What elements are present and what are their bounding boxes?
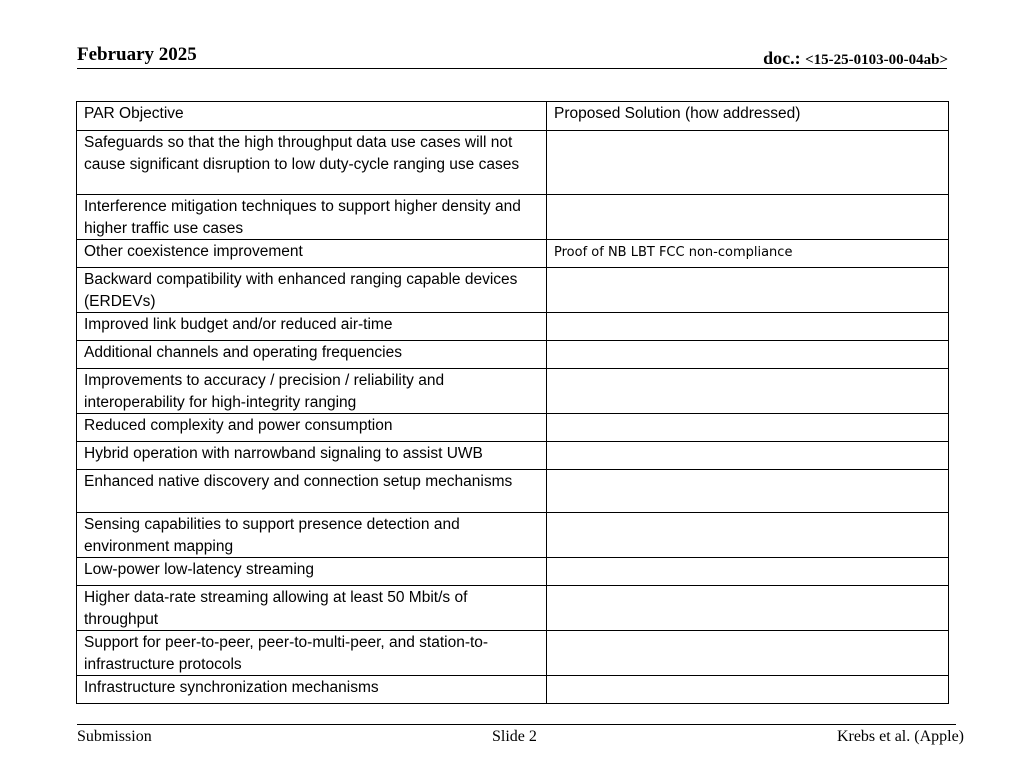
solution-cell (547, 131, 949, 195)
solution-cell (547, 195, 949, 240)
table-row (77, 470, 949, 513)
footer-slide-number: Slide 2 (492, 728, 537, 745)
objective-cell: Backward compatibility with enhanced ranging capable devices (ERDEVs) (77, 268, 547, 313)
objective-cell: Interference mitigation techniques to support higher density and higher traffic use cases (77, 195, 547, 240)
table-row (77, 369, 949, 414)
table-row (77, 341, 949, 369)
table-row (77, 631, 949, 676)
solution-cell (547, 369, 949, 414)
table-row (77, 240, 949, 268)
solution-cell (547, 470, 949, 513)
table-row (77, 131, 949, 195)
objective-cell: Hybrid operation with narrowband signaling to assist UWB (77, 442, 547, 470)
footer-divider (77, 724, 956, 725)
solution-cell (547, 676, 949, 704)
objective-cell: Low-power low-latency streaming (77, 558, 547, 586)
solution-cell (547, 586, 949, 631)
column-header-solution: Proposed Solution (how addressed) (547, 102, 949, 131)
objective-cell: Reduced complexity and power consumption (77, 414, 547, 442)
solution-cell (547, 341, 949, 369)
table-row (77, 676, 949, 704)
objective-cell: Improved link budget and/or reduced air-time (77, 313, 547, 341)
table-row (77, 513, 949, 558)
table-row (77, 414, 949, 442)
table-row (77, 195, 949, 240)
table-header-row (77, 102, 949, 131)
table-row (77, 268, 949, 313)
solution-cell (547, 442, 949, 470)
solution-cell (547, 414, 949, 442)
header-date: February 2025 (77, 44, 197, 65)
table-row (77, 586, 949, 631)
solution-cell (547, 558, 949, 586)
solution-cell: Proof of NB LBT FCC non-compliance (547, 240, 949, 268)
objective-cell: Additional channels and operating frequencies (77, 341, 547, 369)
objective-cell: Higher data-rate streaming allowing at least 50 Mbit/s of throughput (77, 586, 547, 631)
solution-cell (547, 313, 949, 341)
table-row (77, 442, 949, 470)
objective-cell: Support for peer-to-peer, peer-to-multi-peer, and station-to-infrastructure protocols (77, 631, 547, 676)
solution-cell (547, 268, 949, 313)
objective-cell: Infrastructure synchronization mechanisms (77, 676, 547, 704)
table-row (77, 558, 949, 586)
doc-prefix: doc.: (763, 48, 806, 68)
objective-cell: Enhanced native discovery and connection setup mechanisms (77, 470, 547, 513)
table-row (77, 313, 949, 341)
solution-cell (547, 513, 949, 558)
objective-cell: Other coexistence improvement (77, 240, 547, 268)
objective-cell: Improvements to accuracy / precision / reliability and interoperability for high-integrity ranging (77, 369, 547, 414)
footer-authors: Krebs et al. (Apple) (836, 728, 964, 745)
footer-submission: Submission (77, 728, 152, 745)
header-doc-id (763, 48, 948, 69)
par-objectives-table (76, 101, 949, 704)
objective-cell: Sensing capabilities to support presence detection and environment mapping (77, 513, 547, 558)
solution-cell (547, 631, 949, 676)
column-header-objective: PAR Objective (77, 102, 547, 131)
doc-number: <15-25-0103-00-04ab> (805, 52, 948, 68)
header-divider (77, 68, 947, 69)
objective-cell: Safeguards so that the high throughput data use cases will not cause significant disruption to low duty-cycle ranging use cases (77, 131, 547, 195)
